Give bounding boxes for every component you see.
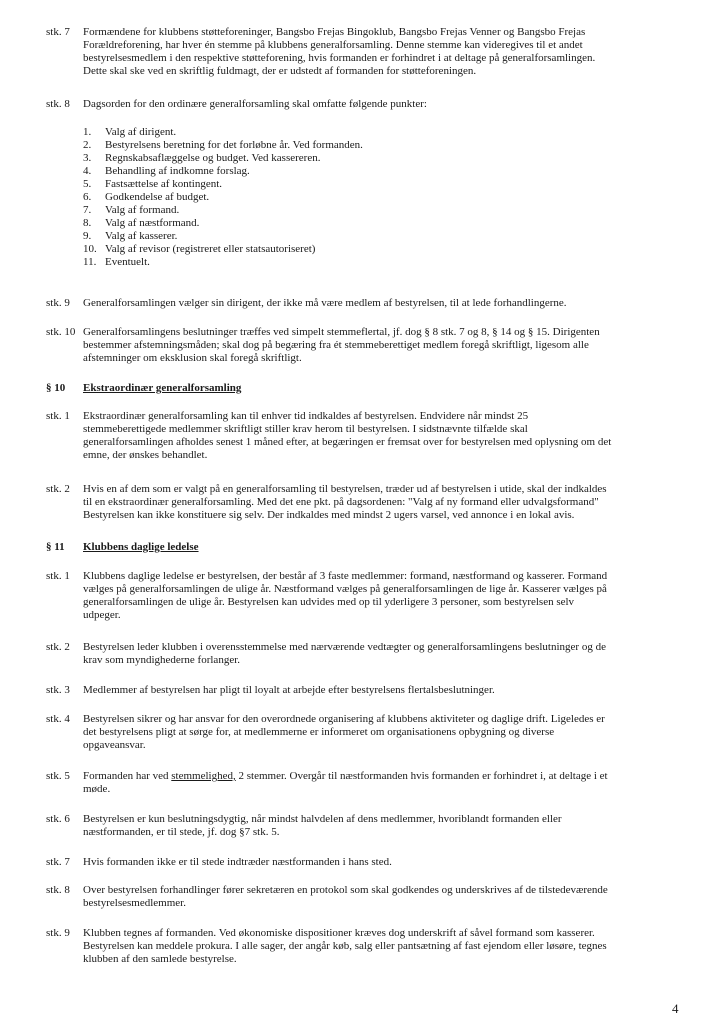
paragraph-text: Generalforsamlingens beslutninger træffes ved simpelt stemmeflertal, jf. dog § 8 stk. 7 og 8, § 14 og § 15. Dirigenten bestemmer afstemningsmåden; skal dog på begæring fra ét stemmeberettiget medlem foregå skriftligt, ligesom alle afstemninger om eksklusion skal foregå skriftligt. xyxy=(83,326,600,364)
paragraph-text: Over bestyrelsen forhandlinger fører sekretæren en protokol som skal godkendes og underskrives af de tilstedeværende bestyrelsesmedlemmer. xyxy=(83,884,608,909)
item-number: 6. xyxy=(83,191,92,203)
item-number: 5. xyxy=(83,178,92,190)
agenda-list xyxy=(83,126,583,269)
paragraph-number: stk. 3 xyxy=(46,684,70,696)
paragraph-stk-8 xyxy=(46,884,686,910)
paragraph-text: Formændene for klubbens støtteforeninger, Bangsbo Frejas Bingoklub, Bangsbo Frejas Venner og Bangsbo Frejas Forældreforening, har hver én stemme på klubbens generalforsamling. Denne stemme kan videregives til et andet bestyrelsesmedlem i den respektive støtteforening, hvis formanden er forhindret i at deltage på generalforsamlingen. Dette skal ske ved en skriftlig fuldmagt, der er udstedt af formanden for støtteforeningen. xyxy=(83,26,596,77)
list-item xyxy=(83,243,583,256)
item-text: Fastsættelse af kontingent. xyxy=(105,178,223,190)
section-title: Ekstraordinær generalforsamling xyxy=(83,382,242,394)
item-number: 2. xyxy=(83,139,92,151)
list-item xyxy=(83,217,583,230)
paragraph-number: stk. 6 xyxy=(46,813,70,825)
item-text: Bestyrelsens beretning for det forløbne år. Ved formanden. xyxy=(105,139,363,151)
list-item xyxy=(83,126,583,139)
paragraph-text: Klubbens daglige ledelse er bestyrelsen, der består af 3 faste medlemmer: formand, næstformand og kasserer. Formand vælges på generalforsamlingen de ulige år. Næstformand vælges på generalforsamlingen de lige år. Kasserer vælges på generalforsamlingen de ulige år. Bestyrelsen kan udvides med op til yderligere 3 personer, som bestyrelsen selv udpeger. xyxy=(83,570,608,621)
paragraph-number: stk. 7 xyxy=(46,856,70,868)
paragraph-number: stk. 1 xyxy=(46,570,70,582)
paragraph-text: Dagsorden for den ordinære generalforsamling skal omfatte følgende punkter: xyxy=(83,98,427,110)
item-number: 10. xyxy=(83,243,97,255)
section-heading-10 xyxy=(46,382,241,395)
paragraph-number: stk. 9 xyxy=(46,927,70,939)
paragraph-number: stk. 4 xyxy=(46,713,70,725)
paragraph-text: Hvis en af dem som er valgt på en generalforsamling til bestyrelsen, træder ud af bestyrelsen i utide, skal der indkaldes til en ekstraordinær generalforsamling. Med det ene pkt. på dagsordenen: "Valg af ny formand eller udvalgsformand" Bestyrelsen kan ikke konstituere sig selv. Der indkaldes med mindst 2 ugers varsel, ved annonce i en lokal avis. xyxy=(83,483,607,521)
item-number: 1. xyxy=(83,126,92,138)
section-title: Klubbens daglige ledelse xyxy=(83,541,199,553)
paragraph-text: Bestyrelsen leder klubben i overensstemmelse med nærværende vedtægter og generalforsamlingens beslutninger og de krav som myndighederne forlanger. xyxy=(83,641,606,666)
paragraph-stk-3 xyxy=(46,684,686,697)
item-text: Valg af kasserer. xyxy=(105,230,178,242)
item-number: 3. xyxy=(83,152,92,164)
paragraph-number: stk. 10 xyxy=(46,326,76,338)
list-item xyxy=(83,139,583,152)
paragraph-number: stk. 5 xyxy=(46,770,70,782)
paragraph-number: stk. 2 xyxy=(46,483,70,495)
section-number: § 11 xyxy=(46,541,65,553)
text-before: Formanden har ved xyxy=(83,770,172,782)
paragraph-text: Generalforsamlingen vælger sin dirigent, der ikke må være medlem af bestyrelsen, til at lede forhandlingerne. xyxy=(83,297,567,309)
list-item xyxy=(83,178,583,191)
paragraph-text: Medlemmer af bestyrelsen har pligt til loyalt at arbejde efter bestyrelsens flertalsbeslutninger. xyxy=(83,684,495,696)
list-item xyxy=(83,204,583,217)
paragraph-stk-6 xyxy=(46,813,686,839)
paragraph-stk-2 xyxy=(46,641,686,667)
paragraph-stk-7 xyxy=(46,856,686,869)
paragraph-stk-9 xyxy=(46,297,686,310)
underlined-word: stemmelighed, xyxy=(171,770,236,782)
paragraph-stk-1 xyxy=(46,410,686,462)
item-text: Behandling af indkomne forslag. xyxy=(105,165,250,177)
item-number: 4. xyxy=(83,165,92,177)
item-text: Valg af revisor (registreret eller statsautoriseret) xyxy=(105,243,316,255)
paragraph-number: stk. 8 xyxy=(46,98,70,110)
paragraph-text: Bestyrelsen er kun beslutningsdygtig, når mindst halvdelen af dens medlemmer, hvoriblandt formanden eller næstformanden, er til stede, jf. dog §7 stk. 5. xyxy=(83,813,562,838)
item-text: Regnskabsaflæggelse og budget. Ved kassereren. xyxy=(105,152,321,164)
list-item xyxy=(83,152,583,165)
paragraph-stk-7 xyxy=(46,26,686,78)
item-number: 9. xyxy=(83,230,92,242)
paragraph-stk-10 xyxy=(46,326,686,365)
item-text: Valg af formand. xyxy=(105,204,180,216)
item-number: 7. xyxy=(83,204,92,216)
text-after: 2 stemmer. Overgår til næstformanden hvis formanden er forhindret i, at deltage i et møde. xyxy=(83,770,608,795)
item-number: 8. xyxy=(83,217,92,229)
list-item xyxy=(83,191,583,204)
paragraph-text xyxy=(83,770,686,796)
paragraph-number: stk. 1 xyxy=(46,410,70,422)
paragraph-stk-4 xyxy=(46,713,686,752)
paragraph-number: stk. 8 xyxy=(46,884,70,896)
list-item xyxy=(83,230,583,243)
paragraph-text: Hvis formanden ikke er til stede indtræder næstformanden i hans sted. xyxy=(83,856,392,868)
paragraph-text: Bestyrelsen sikrer og har ansvar for den overordnede organisering af klubbens aktiviteter og daglige drift. Ligeledes er det bestyrelsens pligt at sørge for, at medlemmerne er informeret om organisationens opbygning og diverse opgaveansvar. xyxy=(83,713,605,751)
item-text: Eventuelt. xyxy=(105,256,150,268)
page-number: 4 xyxy=(672,1001,679,1016)
paragraph-text: Klubben tegnes af formanden. Ved økonomiske dispositioner kræves dog underskrift af såvel formand som kasserer. Bestyrelsen kan meddele prokura. I alle sager, der angår køb, salg eller pantsætning af fast ejendom eller løsøre, tegnes klubben af den samlede bestyrelse. xyxy=(83,927,607,965)
list-item xyxy=(83,165,583,178)
item-text: Valg af dirigent. xyxy=(105,126,177,138)
paragraph-stk-8 xyxy=(46,98,686,111)
paragraph-number: stk. 2 xyxy=(46,641,70,653)
paragraph-stk-2 xyxy=(46,483,686,522)
item-number: 11. xyxy=(83,256,97,268)
paragraph-number: stk. 7 xyxy=(46,26,70,38)
item-text: Valg af næstformand. xyxy=(105,217,200,229)
section-heading-11 xyxy=(46,541,199,554)
paragraph-text: Ekstraordinær generalforsamling kan til enhver tid indkaldes af bestyrelsen. Endvidere når mindst 25 stemmeberettigede medlemmer skriftligt stiller krav herom til bestyrelsen. I sidstnævnte tilfælde skal generalforsamlingen afholdes senest 1 måned efter, at begæringen er fremsat over for bestyrelsen med oplysning om det emne, der ønskes behandlet. xyxy=(83,410,612,461)
paragraph-stk-9 xyxy=(46,927,686,966)
section-number: § 10 xyxy=(46,382,66,394)
paragraph-stk-5 xyxy=(46,770,686,796)
list-item xyxy=(83,256,583,269)
paragraph-number: stk. 9 xyxy=(46,297,70,309)
paragraph-stk-1 xyxy=(46,570,686,622)
item-text: Godkendelse af budget. xyxy=(105,191,210,203)
